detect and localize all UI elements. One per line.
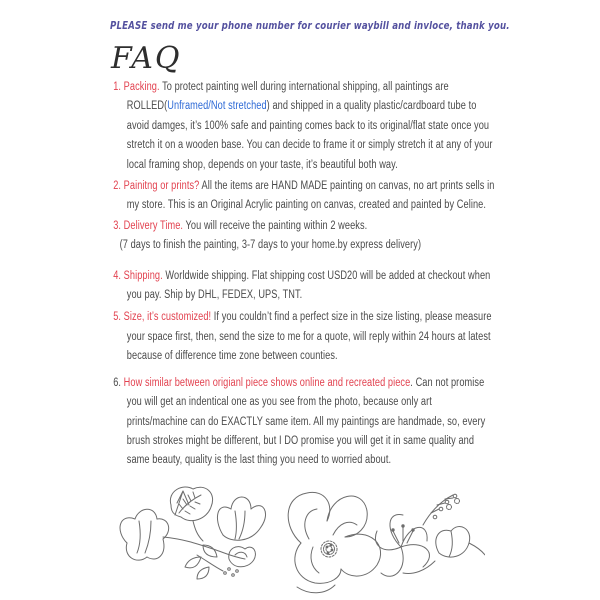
faq-list [110,78,495,471]
flower-line-art-illustration [105,483,485,600]
faq-item-similarity [110,374,495,471]
faq-item-delivery-time-detail: (7 days to finish the painting, 3-7 days to your home.by express delivery) [119,239,422,252]
faq-item-shipping [110,267,495,306]
faq-item-shipping-heading: 4. Shipping. [113,269,166,282]
faq-item-similarity-heading: How similar between origianl piece shows online and recreated piece [123,376,411,389]
courier-note: PLEASE send me your phone number for courier waybill and invloce, thank you. [110,20,510,32]
faq-item-delivery-time-body: You will receive the painting within 2 weeks. [185,219,368,232]
faq-item-painting-or-prints-heading: 2. Painitng or prints? [113,180,202,193]
faq-item-painting-or-prints [110,177,495,216]
page-title: FAQ [111,41,182,76]
faq-item-similarity-number: 6. [113,376,124,389]
faq-item-size-customized-body: If you couldn’t find a perfect size in the size listing, please measure your space first, then, send the size to me for a quote, will reply within 24 hours at latest because of difference time zone between counties. [126,311,492,363]
faq-item-shipping-body: Worldwide shipping. Flat shipping cost USD20 will be added at checkout when you pay. Ship by DHL, FEDEX, UPS, TNT. [126,269,491,302]
faq-item-delivery-time [110,217,495,256]
faq-item-similarity-body: . Can not promise you will get an indentical one as you see from the photo, because only art prints/machine can do EXACTLY same item. All my paintings are handmade, so, every brush strokes might be different, but I DO promise you will get it in same quality and same beauty, quality is the last thing you need to worried about. [126,376,486,467]
faq-item-packing-body: To protect painting well during international shipping, all paintings are ROLLED( [126,81,449,113]
faq-item-delivery-time-heading: 3. Delivery Time. [113,219,186,232]
faq-item-size-customized-heading: 5. Size, it’s customized! [113,311,214,324]
faq-item-packing [110,78,495,175]
unframed-note-text: Unframed/Not stretched [167,100,267,113]
faq-item-packing-body-cont: ) and shipped in a quality plastic/cardboard tube to avoid damges, it’s 100% safe and painting comes back to its original/flat state once you stretch it on a wooden base. You can decide to frame it or simply stretch it at any of your local framing shop, depends on your taste, it’s beautiful both way. [126,100,493,171]
faq-item-size-customized [110,308,495,366]
faq-item-packing-heading: 1. Packing. [113,81,163,93]
faq-item-painting-or-prints-body: All the items are HAND MADE painting on canvas, no art prints sells in my store. This is an Original Acrylic painting on canvas, created and painted by Celine. [126,180,495,212]
